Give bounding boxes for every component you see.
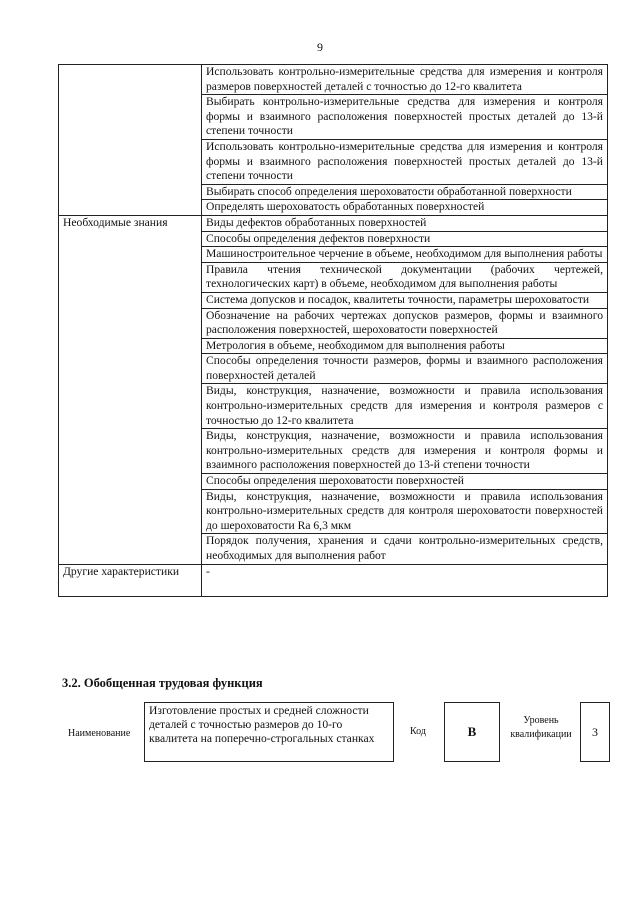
table-row (59, 564, 608, 596)
other-characteristics-label: Другие характеристики (59, 564, 202, 596)
generalized-function-row (62, 702, 612, 764)
page-number: 9 (317, 40, 323, 54)
skill-item: Использовать контрольно-измерительные средства для измерения и контроля размеров поверхностей деталей с точностью до 12-го квалитета (202, 65, 608, 95)
knowledge-item: Правила чтения технической документации (рабочих чертежей, технологических карт) в объеме, необходимом для выполнения работы (202, 262, 608, 292)
knowledge-item: Способы определения дефектов поверхности (202, 231, 608, 247)
skills-label-cell (59, 65, 202, 216)
knowledge-item: Метрология в объеме, необходимом для выполнения работы (202, 338, 608, 354)
knowledge-item: Виды, конструкция, назначение, возможности и правила использования контрольно-измерительных средств для измерения и контроля размеров с точностью до 12-го квалитета (202, 384, 608, 429)
requirements-table (58, 64, 608, 597)
qualification-level-value: 3 (580, 702, 610, 762)
knowledge-item: Способы определения шероховатости поверхностей (202, 474, 608, 490)
code-value: B (444, 702, 500, 762)
other-characteristics-value: - (202, 564, 608, 596)
knowledge-label: Необходимые знания (59, 215, 202, 564)
name-value: Изготовление простых и средней сложности деталей с точностью размеров до 10-го квалитета на поперечно-строгальных станках (144, 702, 394, 762)
knowledge-item: Порядок получения, хранения и сдачи контрольно-измерительных средств, необходимых для выполнения работ (202, 534, 608, 564)
knowledge-item: Виды, конструкция, назначение, возможности и правила использования контрольно-измерительных средств для измерения и контроля формы и взаимного расположения поверхностей до 13-й степени точности (202, 429, 608, 474)
name-label: Наименование (68, 728, 131, 739)
skill-item: Выбирать контрольно-измерительные средства для измерения и контроля формы и взаимного расположения поверхностей простых деталей до 13-й степени точности (202, 95, 608, 140)
knowledge-item: Машиностроительное черчение в объеме, необходимом для выполнения работы (202, 247, 608, 263)
table-row (59, 215, 608, 231)
qualification-level-label: Уровень квалификации (510, 715, 572, 740)
section-title: 3.2. Обобщенная трудовая функция (62, 676, 263, 690)
skill-item: Выбирать способ определения шероховатости обработанной поверхности (202, 184, 608, 200)
knowledge-item: Виды дефектов обработанных поверхностей (202, 215, 608, 231)
knowledge-item: Виды, конструкция, назначение, возможности и правила использования контрольно-измерительных средств для контроля шероховатости поверхностей до шероховатости Ra 6,3 мкм (202, 489, 608, 534)
skill-item: Использовать контрольно-измерительные средства для измерения и контроля формы и взаимного расположения поверхностей простых деталей до 13-й степени точности (202, 139, 608, 184)
table-row (59, 65, 608, 95)
skill-item: Определять шероховатость обработанных поверхностей (202, 200, 608, 216)
code-label: Код (410, 726, 426, 737)
knowledge-item: Обозначение на рабочих чертежах допусков размеров, формы и взаимного расположения поверхностей, шероховатости поверхностей (202, 308, 608, 338)
knowledge-item: Система допусков и посадок, квалитеты точности, параметры шероховатости (202, 292, 608, 308)
knowledge-item: Способы определения точности размеров, формы и взаимного расположения поверхностей деталей (202, 354, 608, 384)
